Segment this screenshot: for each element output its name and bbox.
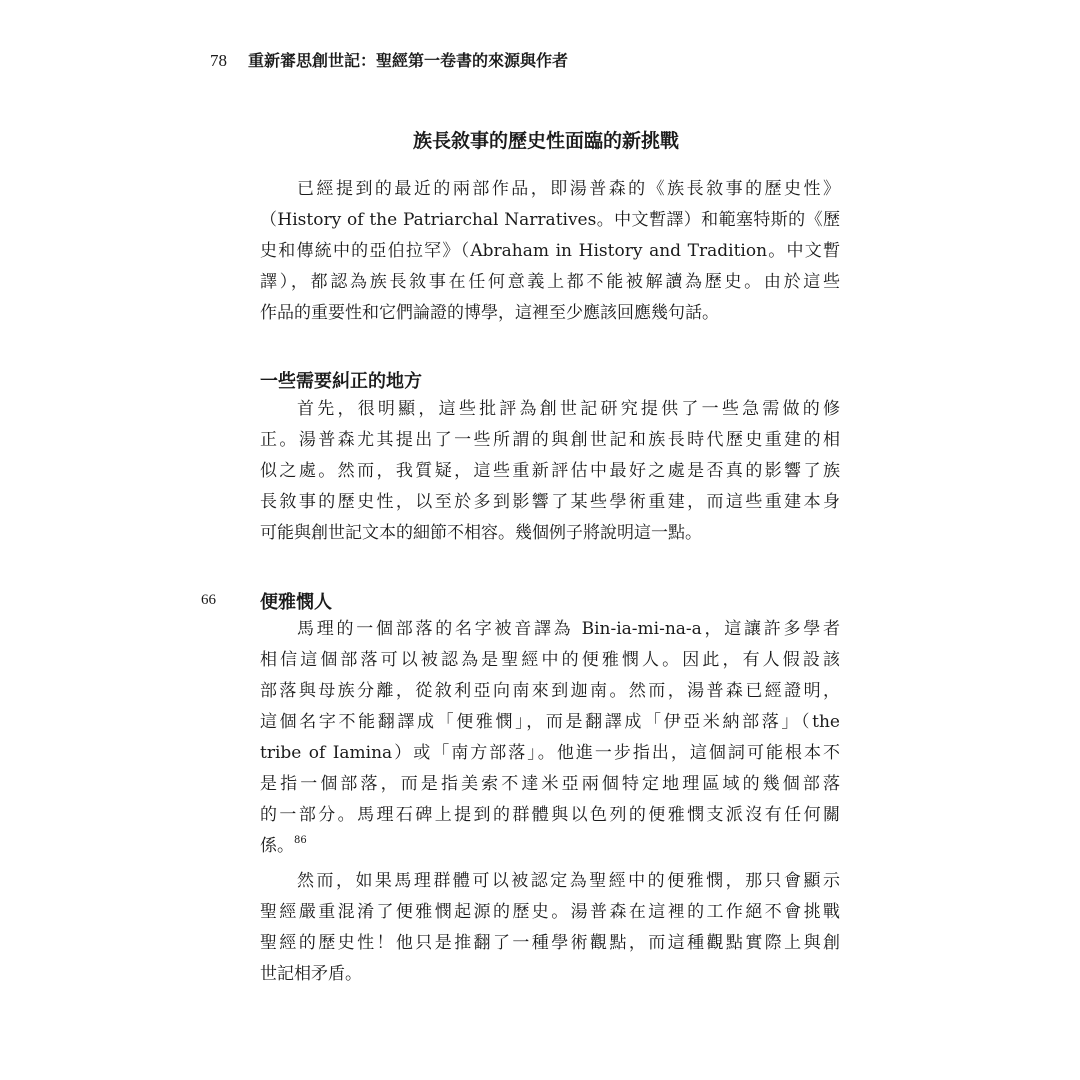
running-title: 重新審思創世記：聖經第一卷書的來源與作者: [248, 51, 569, 70]
section-heading: 一些需要糾正的地方: [260, 371, 422, 392]
text-line: 可能與創世記文本的細節不相容。幾個例子將說明這一點。: [260, 523, 702, 543]
text-line: 正。湯普森尤其提出了一些所謂的與創世記和族長時代歷史重建的相: [260, 430, 840, 450]
text-line: 長敘事的歷史性，以至於多到影響了某些學術重建，而這些重建本身: [260, 492, 840, 512]
text-line: （History of the Patriarchal Narratives。中文暫譯）和範塞特斯的《歷: [260, 210, 840, 230]
text-line: [260, 831, 840, 862]
text-line: 史和傳統中的亞伯拉罕》（Abraham in History and Tradition。中文暫: [260, 241, 840, 261]
text-line: 這個名字不能翻譯成「便雅憫」，而是翻譯成「伊亞米納部落」（the: [260, 712, 840, 732]
text-line: 作品的重要性和它們論證的博學，這裡至少應該回應幾句話。: [260, 303, 719, 323]
section2-paragraph-2: [260, 866, 840, 990]
text-line: 似之處。然而，我質疑，這些重新評估中最好之處是否真的影響了族: [260, 461, 840, 481]
text-line: 的一部分。馬理石碑上提到的群體與以色列的便雅憫支派沒有任何關: [260, 805, 840, 825]
section2-paragraph: [260, 614, 840, 862]
text-line: 然而，如果馬理群體可以被認定為聖經中的便雅憫，那只會顯示: [297, 871, 840, 891]
text-line: 世記相矛盾。: [260, 964, 362, 984]
running-head: [210, 48, 568, 76]
text-line: tribe of Iamina）或「南方部落」。他進一步指出，這個詞可能根本不: [260, 743, 840, 763]
text-line: 相信這個部落可以被認為是聖經中的便雅憫人。因此，有人假設該: [260, 650, 840, 670]
chapter-heading: 族長敘事的歷史性面臨的新挑戰: [412, 130, 679, 152]
text-line: 聖經嚴重混淆了便雅憫起源的歷史。湯普森在這裡的工作絕不會挑戰: [260, 902, 840, 922]
text-line: 聖經的歷史性！他只是推翻了一種學術觀點，而這種觀點實際上與創: [260, 933, 840, 953]
intro-paragraph: [260, 174, 840, 329]
text-line: 已經提到的最近的兩部作品，即湯普森的《族長敘事的歷史性》: [297, 179, 840, 199]
section1-paragraph: [260, 394, 840, 549]
page-number: 78: [210, 51, 227, 70]
text-line: 譯），都認為族長敘事在任何意義上都不能被解讀為歷史。由於這些: [260, 272, 840, 292]
margin-number: 66: [201, 592, 216, 608]
text-line: 部落與母族分離，從敘利亞向南來到迦南。然而，湯普森已經證明，: [260, 681, 840, 701]
text-line: 馬理的一個部落的名字被音譯為 Bin-ia-mi-na-a，這讓許多學者: [297, 619, 840, 639]
text-line: 是指一個部落，而是指美索不達米亞兩個特定地理區域的幾個部落: [260, 774, 840, 794]
text-segment: 係。: [260, 836, 294, 856]
section-heading: 便雅憫人: [260, 592, 332, 613]
text-line: 首先，很明顯，這些批評為創世記研究提供了一些急需做的修: [297, 399, 840, 419]
footnote-reference: 86: [294, 835, 307, 846]
